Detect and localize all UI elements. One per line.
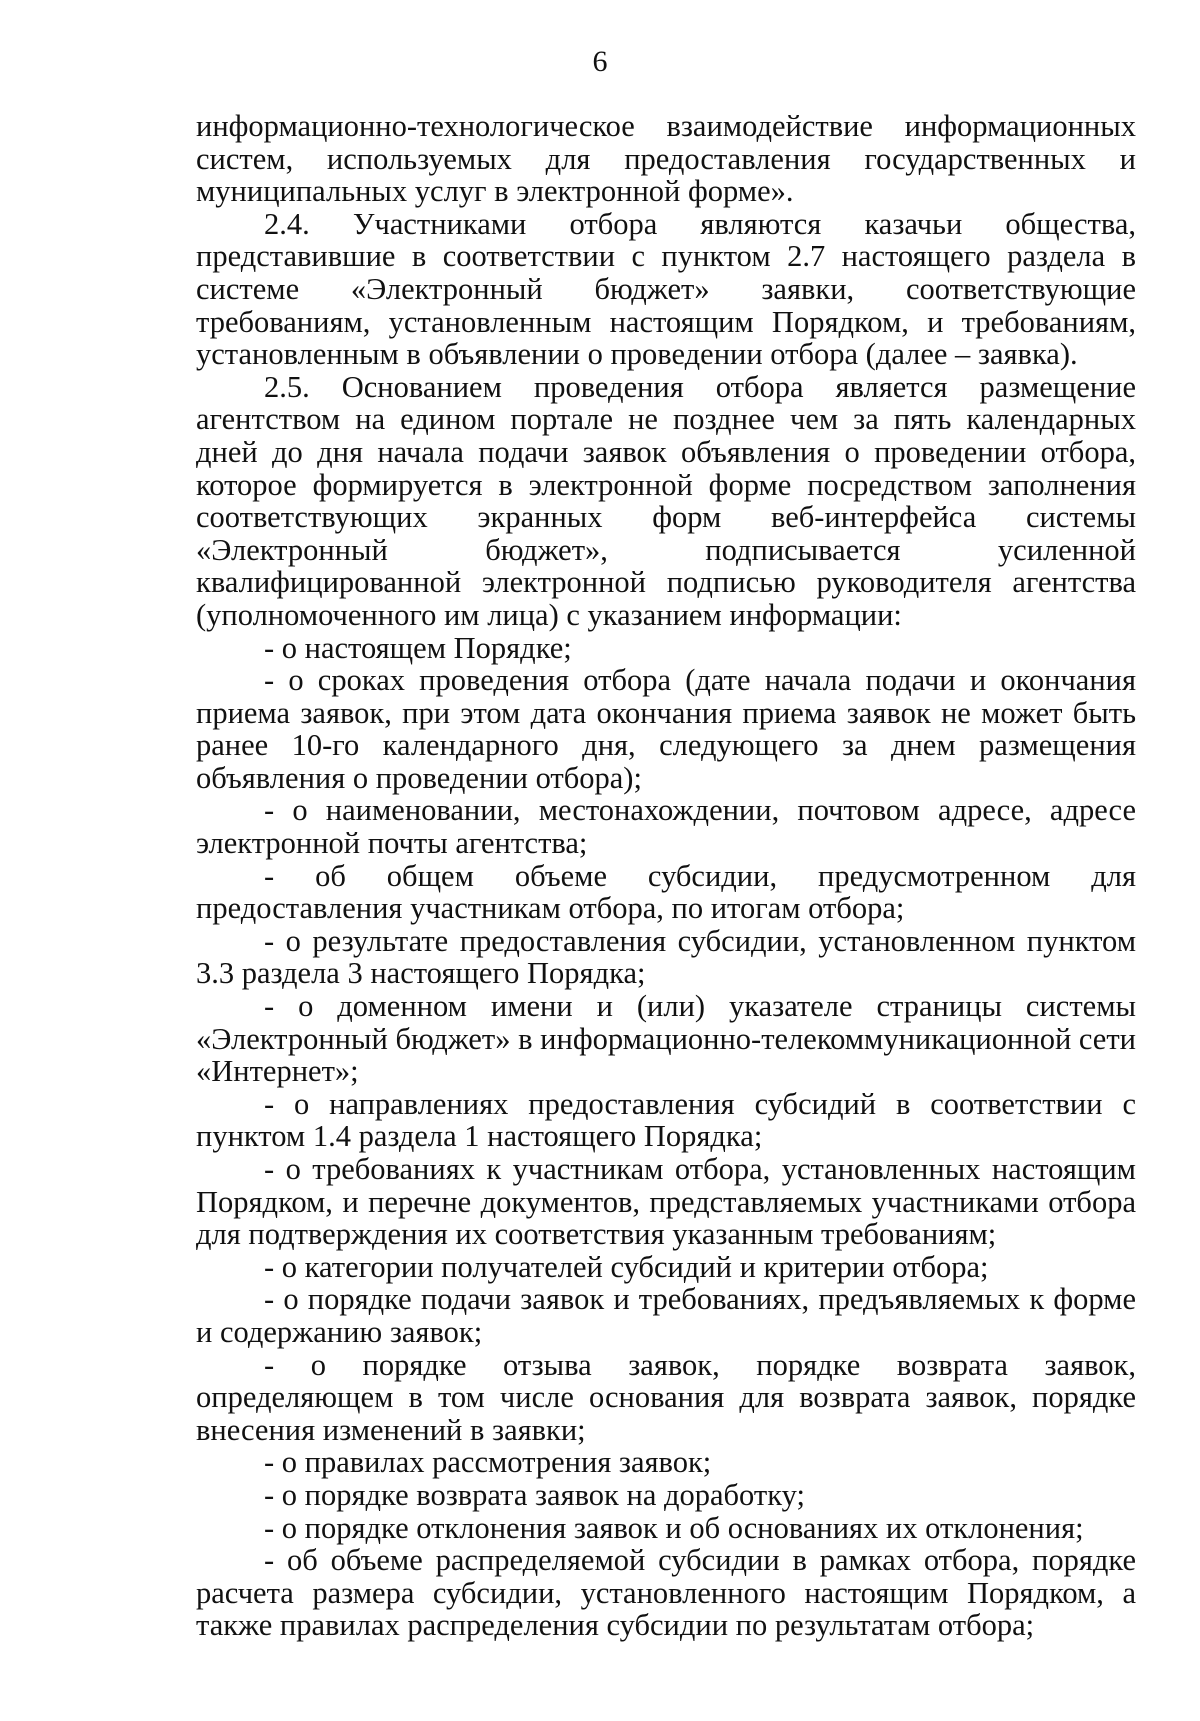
paragraph: информационно-технологическое взаимодействие информационных систем, используемых для предоставления государственных и муниципальных услуг в электронной форме». [196,109,1136,209]
list-item: - о порядке отзыва заявок, порядке возврата заявок, определяющем в том числе основания для возврата заявок, порядке внесения изменений в заявки; [196,1347,1136,1447]
list-item: - о настоящем Порядке; [264,630,572,665]
list-item: - о требованиях к участникам отбора, установленных настоящим Порядком, и перечне документов, представляемых участниками отбора для подтверждения их соответствия указанным требованиям; [196,1152,1136,1252]
list-item: - о порядке возврата заявок на доработку; [264,1477,805,1512]
list-item: - об общем объеме субсидии, предусмотренном для предоставления участникам отбора, по итогам отбора; [196,858,1136,926]
list-item: - о сроках проведения отбора (дате начала подачи и окончания приема заявок, при этом дата окончания приема заявок не может быть ранее 10-го календарного дня, следующего за днем размещения объявления о проведении отбора); [196,663,1136,795]
paragraph: 2.5. Основанием проведения отбора является размещение агентством на едином портале не позднее чем за пять календарных дней до дня начала подачи заявок объявления о проведении отбора, которое формируется в электронной форме посредством заполнения соответствующих экранных форм веб-интерфейса системы «Электронный бюджет», подписывается усиленной квалифицированной электронной подписью руководителя агентства (уполномоченного им лица) с указанием информации: [196,369,1136,632]
list-item: - о наименовании, местонахождении, почтовом адресе, адресе электронной почты агентства; [196,793,1136,861]
list-item: - о доменном имени и (или) указателе страницы системы «Электронный бюджет» в информационно-телекоммуникационной сети «Интернет»; [196,989,1136,1089]
list-item: - о порядке подачи заявок и требованиях, предъявляемых к форме и содержанию заявок; [196,1282,1136,1349]
list-item: - о направлениях предоставления субсидий в соответствии с пунктом 1.4 раздела 1 настоящего Порядка; [196,1086,1136,1154]
list-item: - о порядке отклонения заявок и об основаниях их отклонения; [264,1510,1084,1545]
paragraph: 2.4. Участниками отбора являются казачьи общества, представившие в соответствии с пунктом 2.7 настоящего раздела в системе «Электронный бюджет» заявки, соответствующие требованиям, установленным настоящим Порядком, и требованиям, установленным в объявлении о проведении отбора (далее – заявка). [196,206,1136,372]
document-body [196,110,1136,1642]
list-item: - о категории получателей субсидий и критерии отбора; [264,1249,989,1284]
page-number: 6 [592,45,608,78]
list-item: - о результате предоставления субсидии, установленном пунктом 3.3 раздела 3 настоящего Порядка; [196,923,1136,991]
list-item: - о правилах рассмотрения заявок; [264,1445,712,1480]
list-item: - об объеме распределяемой субсидии в рамках отбора, порядке расчета размера субсидии, установленного настоящим Порядком, а также правилах распределения субсидии по результатам отбора; [196,1543,1136,1643]
